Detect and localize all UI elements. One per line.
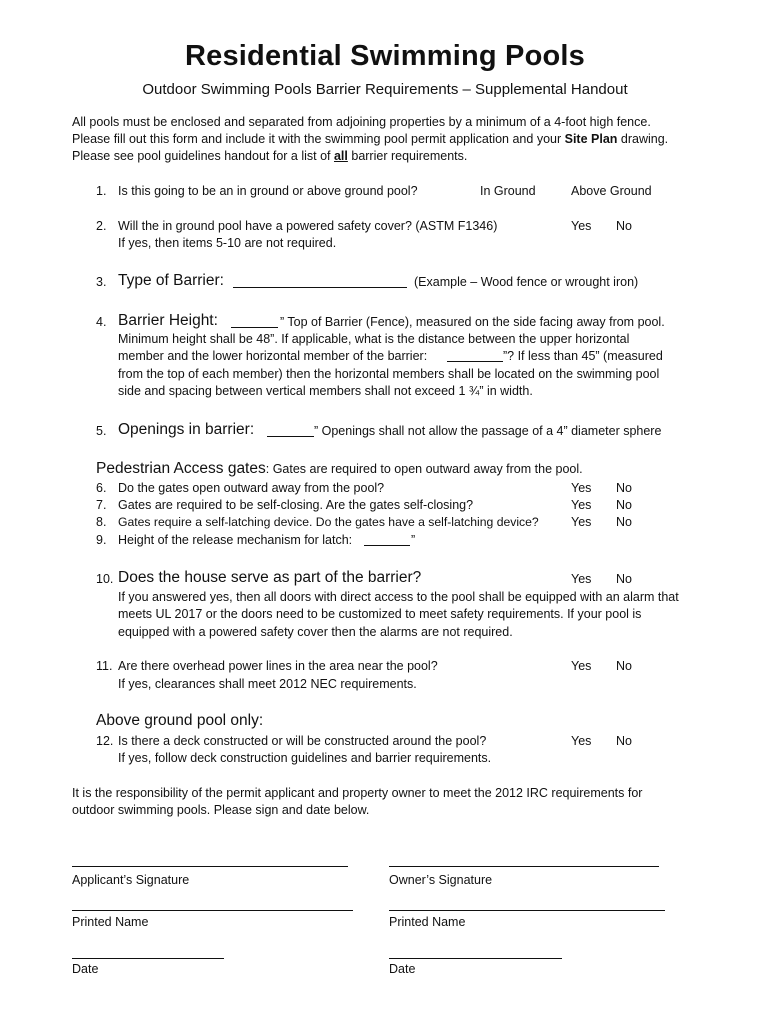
above-ground-heading: Above ground pool only:: [96, 712, 264, 729]
gates-heading: Pedestrian Access gates: Gates are required to open outward away from the pool.: [96, 460, 583, 477]
q2-number: 2.: [96, 219, 107, 233]
q8-no[interactable]: No: [616, 515, 632, 529]
q4-line-3a: member and the lower horizontal member of the barrier:: [118, 349, 428, 363]
q2-no[interactable]: No: [616, 219, 632, 233]
q7-number: 7.: [96, 498, 107, 512]
q8-text: Gates require a self-latching device. Do the gates have a self-latching device?: [118, 515, 539, 529]
applicant-date-label: Date: [72, 962, 99, 976]
q8-yes[interactable]: Yes: [571, 515, 592, 529]
q6-yes[interactable]: Yes: [571, 481, 592, 495]
barrier-type-field[interactable]: [233, 275, 407, 288]
q5-description: ” Openings shall not allow the passage of a 4” diameter sphere: [314, 424, 662, 438]
q11-number: 11.: [96, 659, 113, 673]
q9-text: Height of the release mechanism for latch:: [118, 533, 353, 547]
q11-note: If yes, clearances shall meet 2012 NEC requirements.: [118, 677, 417, 691]
owner-date-line[interactable]: [389, 958, 562, 959]
owner-printed-name-label: Printed Name: [389, 915, 466, 929]
q4-line-2: Minimum height shall be 48”. If applicable, what is the distance between the upper horizontal: [118, 332, 630, 346]
q2-text: Will the in ground pool have a powered safety cover? (ASTM F1346): [118, 219, 498, 233]
barrier-height-field[interactable]: [231, 315, 278, 328]
q10-line-1: If you answered yes, then all doors with direct access to the pool shall be equipped with an alarm that: [118, 590, 679, 604]
owner-signature-label: Owner’s Signature: [389, 873, 493, 887]
openings-field[interactable]: [267, 424, 314, 437]
q8-number: 8.: [96, 515, 107, 529]
q4-line-3b: ”? If less than 45” (measured: [503, 349, 663, 363]
q10-line-3: equipped with a powered safety cover then the alarms are not required.: [118, 625, 513, 639]
q12-no[interactable]: No: [616, 734, 632, 748]
latch-height-field[interactable]: [364, 533, 410, 546]
q10-no[interactable]: No: [616, 572, 632, 586]
q12-text: Is there a deck constructed or will be constructed around the pool?: [118, 734, 487, 748]
closing-line-1: It is the responsibility of the permit applicant and property owner to meet the 2012 IRC requirements for: [72, 786, 643, 800]
q5-number: 5.: [96, 424, 107, 438]
q1-option-above-ground[interactable]: Above Ground: [571, 184, 652, 198]
owner-signature-line[interactable]: [389, 866, 659, 867]
applicant-date-line[interactable]: [72, 958, 224, 959]
q1-number: 1.: [96, 184, 107, 198]
q4-line-5: side and spacing between vertical members shall not exceed 1 ¾” in width.: [118, 384, 533, 398]
q6-no[interactable]: No: [616, 481, 632, 495]
q6-text: Do the gates open outward away from the pool?: [118, 481, 385, 495]
q7-text: Gates are required to be self-closing. Are the gates self-closing?: [118, 498, 474, 512]
owner-date-label: Date: [389, 962, 416, 976]
owner-printed-name-line[interactable]: [389, 910, 665, 911]
page-subtitle: Outdoor Swimming Pools Barrier Requirements – Supplemental Handout: [142, 81, 628, 98]
applicant-printed-name-label: Printed Name: [72, 915, 149, 929]
q10-line-2: meets UL 2017 or the doors need to be customized to meet safety requirements. If your pool is: [118, 607, 642, 621]
q7-no[interactable]: No: [616, 498, 632, 512]
q1-text: Is this going to be an in ground or above ground pool?: [118, 184, 418, 198]
q9-number: 9.: [96, 533, 107, 547]
q3-example: (Example – Wood fence or wrought iron): [414, 275, 639, 289]
q4-label: Barrier Height:: [118, 312, 218, 329]
q11-text: Are there overhead power lines in the area near the pool?: [118, 659, 438, 673]
q12-note: If yes, follow deck construction guidelines and barrier requirements.: [118, 751, 492, 765]
q4-number: 4.: [96, 315, 107, 329]
q6-number: 6.: [96, 481, 107, 495]
q3-number: 3.: [96, 275, 107, 289]
horizontal-member-distance-field[interactable]: [447, 349, 503, 362]
q2-yes[interactable]: Yes: [571, 219, 592, 233]
q4-line-4: from the top of each member) then the horizontal members shall be located on the swimming pool: [118, 367, 660, 381]
q1-option-in-ground[interactable]: In Ground: [480, 184, 536, 198]
q5-label: Openings in barrier:: [118, 421, 255, 438]
q10-label: Does the house serve as part of the barrier?: [118, 569, 422, 586]
intro-line-1: All pools must be enclosed and separated from adjoining properties by a minimum of a 4-foot high fence.: [72, 115, 651, 129]
q3-label: Type of Barrier:: [118, 272, 224, 289]
q11-no[interactable]: No: [616, 659, 632, 673]
intro-line-2: Please fill out this form and include it with the swimming pool permit application and your Site Plan drawing.: [72, 132, 669, 146]
page-title: Residential Swimming Pools: [185, 40, 585, 72]
q12-number: 12.: [96, 734, 114, 748]
applicant-signature-label: Applicant’s Signature: [72, 873, 190, 887]
q7-yes[interactable]: Yes: [571, 498, 592, 512]
applicant-signature-line[interactable]: [72, 866, 348, 867]
q9-unit: ”: [411, 533, 416, 547]
closing-line-2: outdoor swimming pools. Please sign and date below.: [72, 803, 370, 817]
intro-line-3: Please see pool guidelines handout for a list of all barrier requirements.: [72, 149, 468, 163]
q10-number: 10.: [96, 572, 114, 586]
q11-yes[interactable]: Yes: [571, 659, 592, 673]
q10-yes[interactable]: Yes: [571, 572, 592, 586]
q4-description: ” Top of Barrier (Fence), measured on the side facing away from pool.: [280, 315, 665, 329]
applicant-printed-name-line[interactable]: [72, 910, 353, 911]
q12-yes[interactable]: Yes: [571, 734, 592, 748]
q2-note: If yes, then items 5-10 are not required.: [118, 236, 337, 250]
